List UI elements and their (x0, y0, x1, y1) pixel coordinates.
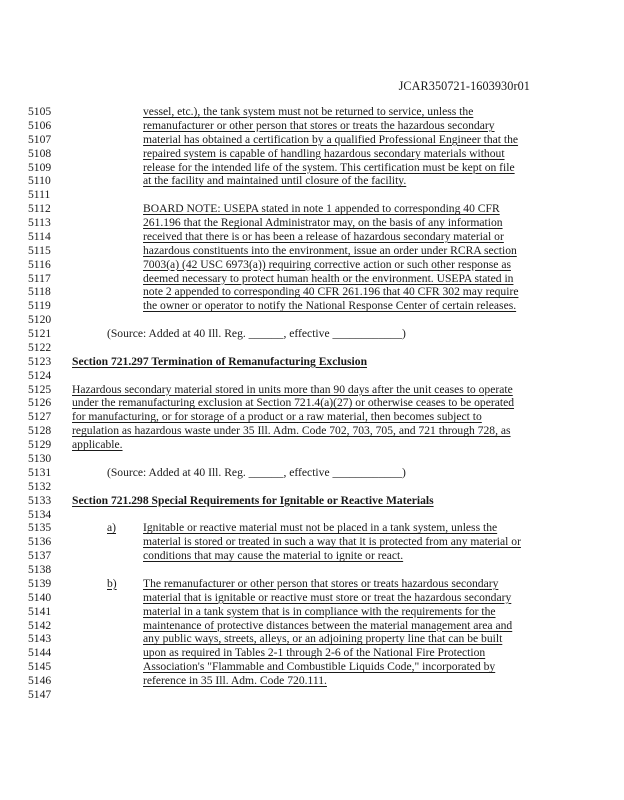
line-number: 5107 (28, 132, 52, 146)
text-line: release for the intended life of the system. This certification must be kept on file (143, 160, 515, 174)
line-number: 5132 (28, 479, 52, 493)
text-line: Association's "Flammable and Combustible Liquids Code," incorporated by (143, 660, 496, 674)
line-number: 5128 (28, 424, 52, 438)
text-line: reference in 35 Ill. Adm. Code 720.111. (143, 674, 327, 688)
line-number: 5134 (28, 507, 52, 521)
text-line: maintenance of protective distances between the material management area and (143, 618, 513, 632)
text-line: remanufacturer or other person that stores or treats the hazardous secondary (143, 118, 495, 132)
section-heading: Section 721.297 Termination of Remanufacturing Exclusion (72, 354, 368, 368)
text-line: The remanufacturer or other person that stores or treats hazardous secondary (143, 576, 499, 590)
line-number: 5137 (28, 549, 52, 563)
line-number: 5105 (28, 105, 52, 118)
line-number: 5109 (28, 160, 52, 174)
text-line: note 2 appended to corresponding 40 CFR 261.196 that 40 CFR 302 may require (143, 285, 519, 299)
line-number: 5143 (28, 632, 52, 646)
text-line: hazardous constituents into the environment, issue an order under RCRA section (143, 243, 517, 257)
text-line: vessel, etc.), the tank system must not be returned to service, unless the (143, 105, 474, 118)
line-number: 5131 (28, 465, 52, 479)
line-number: 5144 (28, 646, 52, 660)
text-line: (Source: Added at 40 Ill. Reg. ______, effective ____________) (107, 327, 406, 341)
line-number: 5113 (28, 216, 51, 230)
text-line: 261.196 that the Regional Administrator may, on the basis of any information (143, 216, 503, 230)
line-number: 5119 (28, 299, 51, 313)
text-line: deemed necessary to protect human health or the environment. USEPA stated in (143, 271, 514, 285)
line-number: 5121 (28, 327, 52, 341)
line-number: 5114 (28, 229, 51, 243)
line-number: 5110 (28, 174, 51, 188)
line-number: 5120 (28, 313, 52, 327)
line-number: 5146 (28, 674, 52, 688)
text-line: any public ways, streets, alleys, or an adjoining property line that can be built (143, 632, 503, 646)
line-number: 5111 (28, 188, 51, 202)
line-number: 5135 (28, 521, 52, 535)
line-number: 5145 (28, 660, 52, 674)
text-line: applicable. (72, 438, 123, 452)
text-line: at the facility and maintained until closure of the facility. (143, 174, 407, 188)
line-number: 5122 (28, 340, 52, 354)
text-line: material that is ignitable or reactive must store or treat the hazardous secondary (143, 590, 512, 604)
line-number: 5136 (28, 535, 52, 549)
text-line: (Source: Added at 40 Ill. Reg. ______, effective ____________) (107, 465, 406, 479)
line-number: 5147 (28, 687, 52, 701)
text-line: for manufacturing, or for storage of a product or a raw material, then becomes subject to (72, 410, 482, 424)
text-line: regulation as hazardous waste under 35 Ill. Adm. Code 702, 703, 705, and 721 through 728, as (72, 424, 511, 438)
text-line: upon as required in Tables 2-1 through 2-6 of the National Fire Protection (143, 646, 486, 660)
line-number: 5118 (28, 285, 51, 299)
line-number: 5108 (28, 146, 52, 160)
line-number: 5117 (28, 271, 51, 285)
document-id-header: JCAR350721-1603930r01 (398, 79, 530, 93)
line-number: 5142 (28, 618, 52, 632)
subsection-label: a) (107, 521, 117, 535)
line-number: 5123 (28, 354, 52, 368)
text-line: repaired system is capable of handling hazardous secondary materials without (143, 146, 505, 160)
text-line: material in a tank system that is in compliance with the requirements for the (143, 604, 496, 618)
text-line: material has obtained a certification by a qualified Professional Engineer that the (143, 132, 519, 146)
line-number: 5116 (28, 257, 51, 271)
text-line: material is stored or treated in such a way that it is protected from any material or (143, 535, 521, 549)
line-number: 5130 (28, 452, 52, 465)
text-line: conditions that may cause the material to ignite or react. (143, 549, 404, 563)
text-line: Ignitable or reactive material must not be placed in a tank system, unless the (143, 521, 498, 535)
line-number: 5129 (28, 438, 52, 452)
line-number: 5124 (28, 368, 52, 382)
line-number: 5115 (28, 243, 51, 257)
text-line: BOARD NOTE: USEPA stated in note 1 appended to corresponding 40 CFR (143, 202, 500, 216)
text-line: 7003(a) (42 USC 6973(a)) requiring corrective action or such other response as (143, 257, 511, 271)
line-number: 5106 (28, 118, 52, 132)
line-number: 5133 (28, 493, 52, 507)
line-number: 5138 (28, 563, 52, 577)
text-line: the owner or operator to notify the National Response Center of certain releases. (143, 299, 517, 313)
line-number: 5126 (28, 396, 52, 410)
line-number: 5141 (28, 604, 52, 618)
line-number: 5127 (28, 410, 52, 424)
section-heading: Section 721.298 Special Requirements for Ignitable or Reactive Materials (72, 493, 434, 507)
subsection-label: b) (107, 576, 117, 590)
line-number: 5112 (28, 202, 51, 216)
text-line: under the remanufacturing exclusion at Section 721.4(a)(27) or otherwise ceases to be operated (72, 396, 515, 410)
text-line: Hazardous secondary material stored in units more than 90 days after the unit ceases to operate (72, 382, 513, 396)
line-number: 5140 (28, 590, 52, 604)
text-line: received that there is or has been a release of hazardous secondary material or (143, 229, 504, 243)
line-number: 5139 (28, 576, 52, 590)
line-number: 5125 (28, 382, 52, 396)
